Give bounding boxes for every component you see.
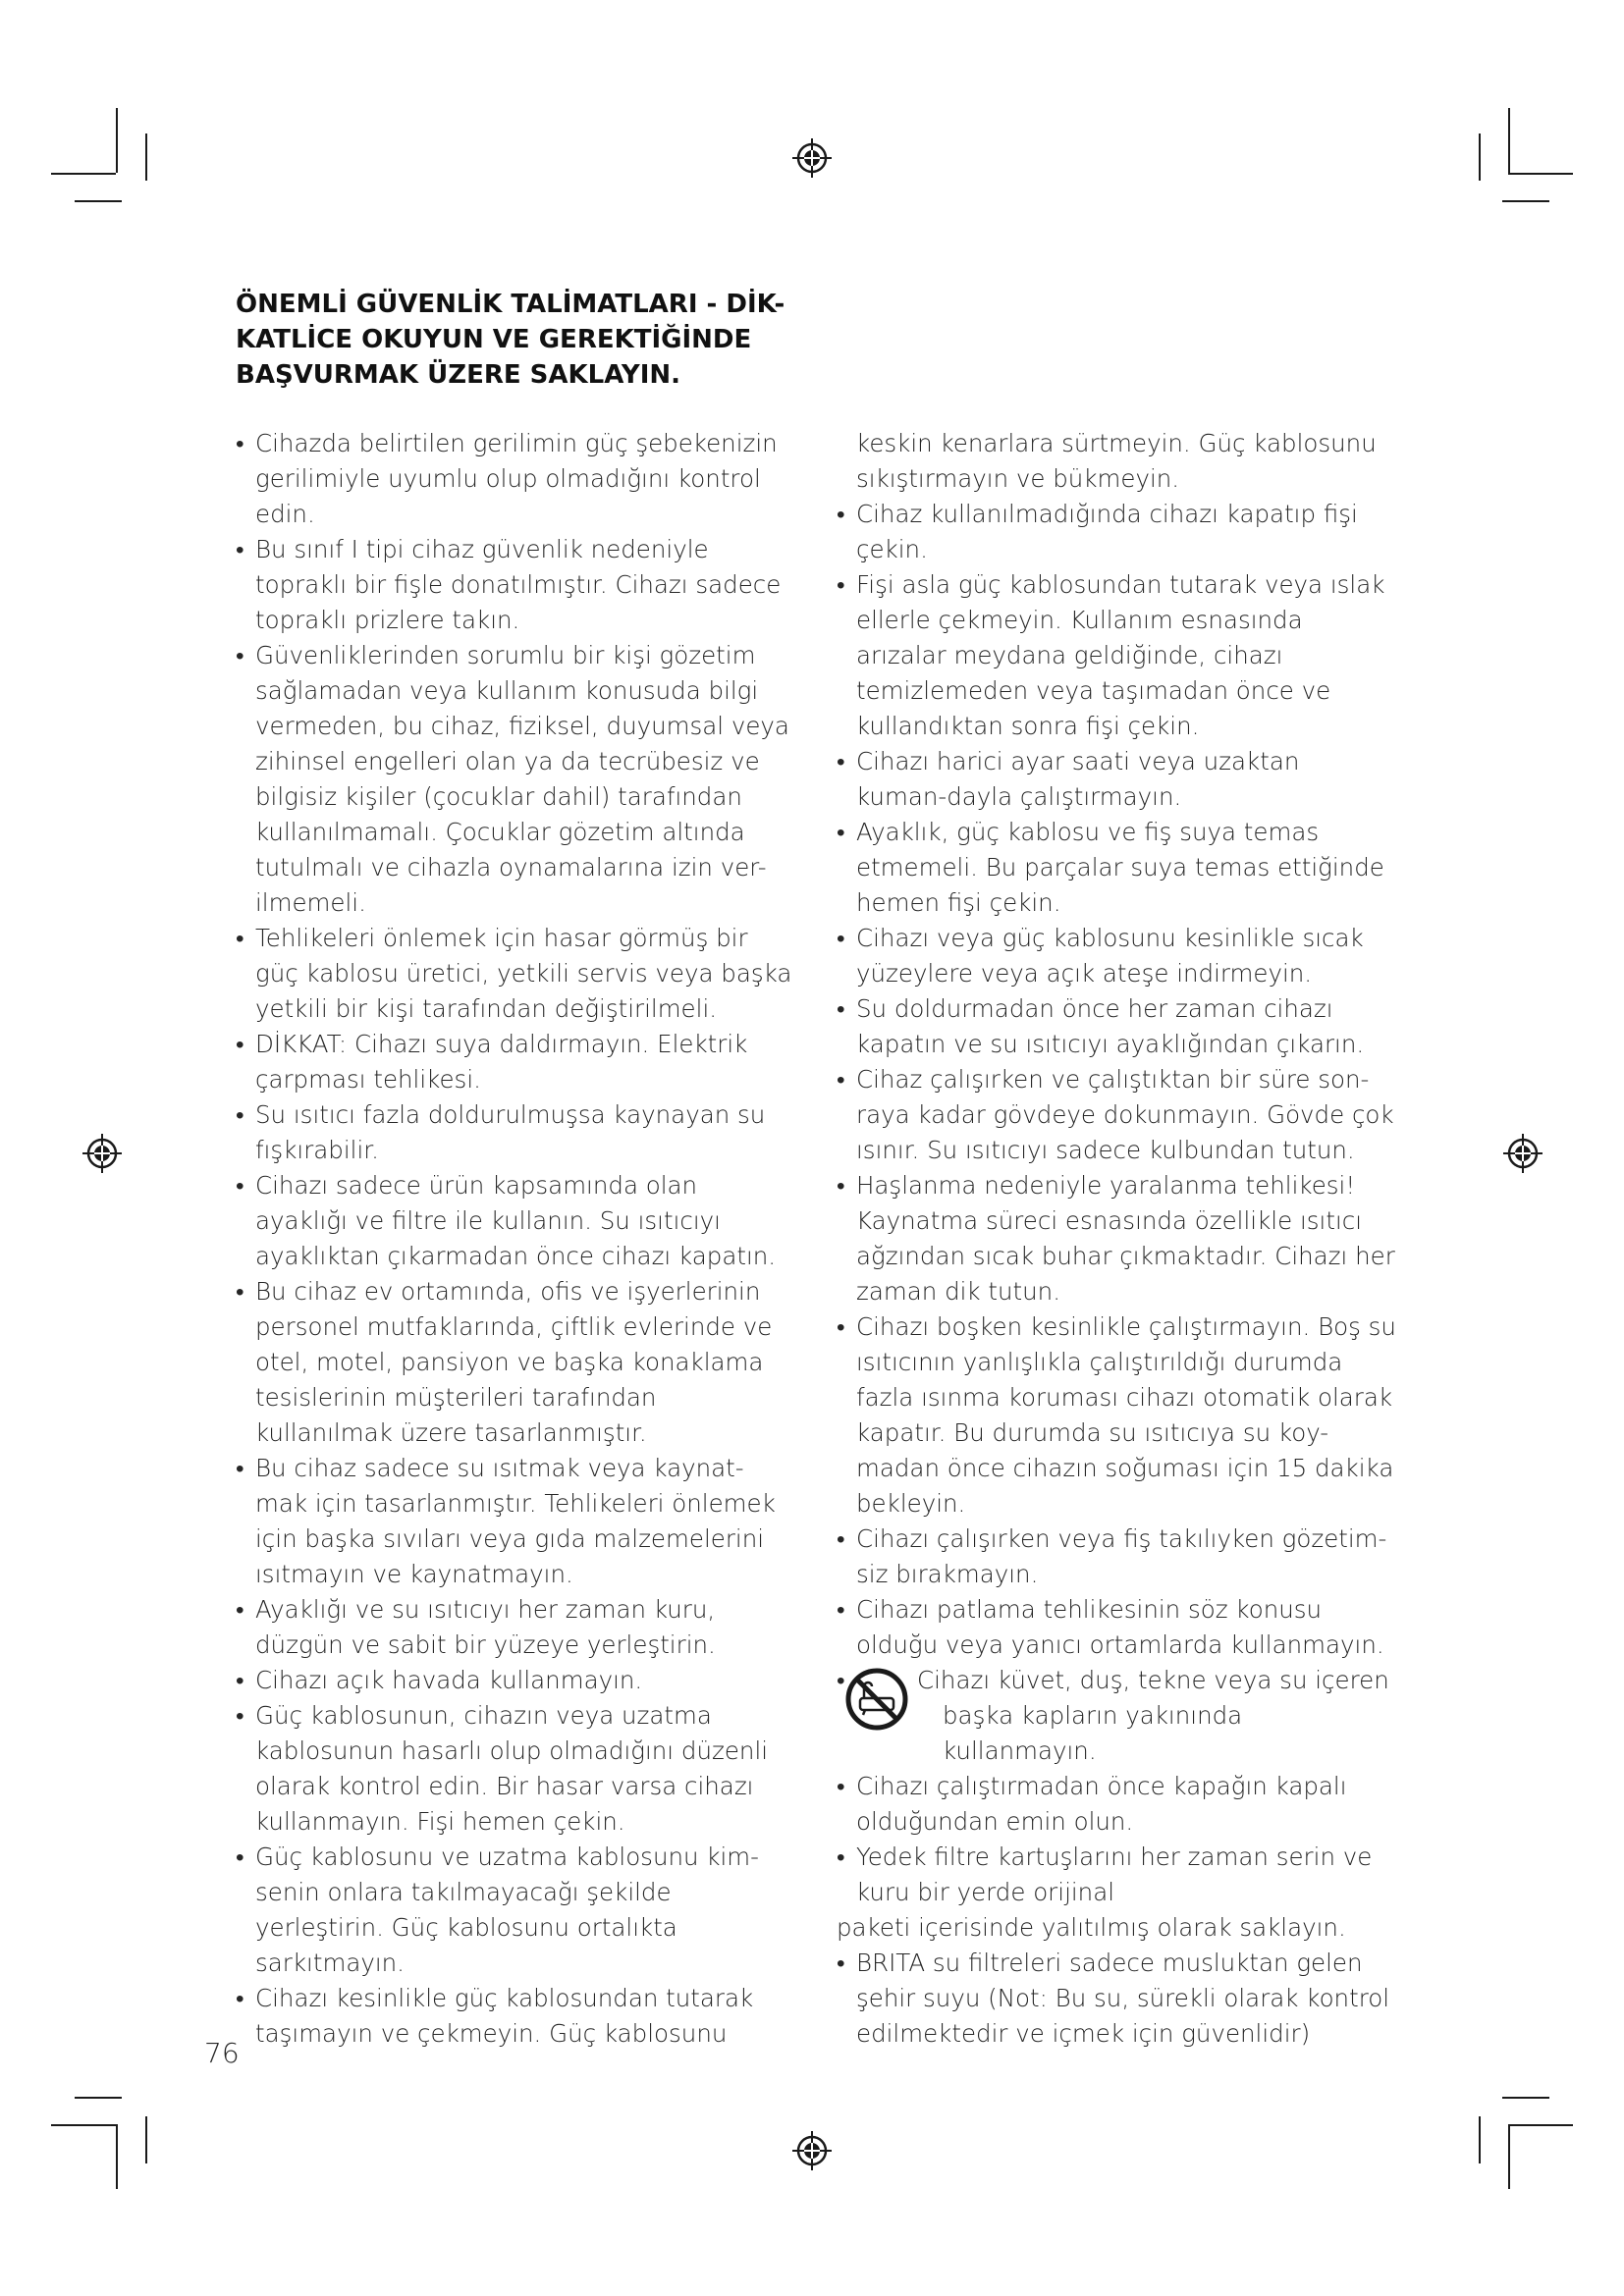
instruction-continuation: keskin kenarlara sürtmeyin. Güç kablosunu sıkıştırmayın ve bükmeyin. xyxy=(856,429,1377,493)
crop-mark xyxy=(51,173,116,175)
instruction-item: • Bu cihaz ev ortamında, ofis ve işyerlerinin personel mutfaklarında, çiftlik evlerinde ve otel, motel, pansiyon ve başka konaklama tesislerinin müşterileri tarafından kullanılmak üzere tasarlanmıştır. xyxy=(236,1274,795,1451)
instruction-item: • DİKKAT: Cihazı suya daldırmayın. Elektrik çarpması tehlikesi. xyxy=(236,1027,795,1097)
instruction-item: • Cihazı çalışırken veya fiş takılıyken gözetim-siz bırakmayın. xyxy=(837,1522,1396,1592)
instruction-item: • Su doldurmadan önce her zaman cihazı kapatın ve su ısıtıcıyı ayaklığından çıkarın. xyxy=(837,991,1396,1062)
page-number: 76 xyxy=(204,2037,240,2069)
instruction-item: • Cihazı veya güç kablosunu kesinlikle sıcak yüzeylere veya açık ateşe indirmeyin. xyxy=(837,921,1396,991)
safety-instructions-title xyxy=(236,287,785,393)
title-line: KATLİCE OKUYUN VE GEREKTİĞİNDE xyxy=(236,325,752,354)
crop-mark xyxy=(51,2124,116,2126)
crop-mark xyxy=(1502,2097,1549,2099)
instruction-item: • Cihazda belirtilen gerilimin güç şebekenizin gerilimiyle uyumlu olup olmadığını kontrol edin. xyxy=(236,426,795,532)
crop-mark xyxy=(1479,2116,1481,2163)
instruction-item-with-icon xyxy=(837,1663,1396,1769)
registration-mark-icon xyxy=(1503,1134,1543,1173)
crop-mark xyxy=(1508,2124,1573,2126)
right-column-instructions xyxy=(837,426,1396,2052)
instruction-item: • Cihazı harici ayar saati veya uzaktan kuman-dayla çalıştırmayın. xyxy=(837,744,1396,815)
instruction-item: • Su ısıtıcı fazla doldurulmuşsa kaynayan su fışkırabilir. xyxy=(236,1097,795,1168)
instruction-item: • Güç kablosunu ve uzatma kablosunu kim-senin onlara takılmayacağı şekilde yerleştirin. Güç kablosunu ortalıkta sarkıtmayın. xyxy=(236,1840,795,1981)
title-line: ÖNEMLİ GÜVENLİK TALİMATLARI - DİK- xyxy=(236,290,785,319)
instruction-item: • Yedek filtre kartuşlarını her zaman serin ve kuru bir yerde orijinal xyxy=(837,1840,1396,1910)
instruction-line: başka kapların yakınında kullanmayın. xyxy=(943,1701,1243,1765)
instruction-item: • Cihaz kullanılmadığında cihazı kapatıp fişi çekin. xyxy=(837,497,1396,567)
title-line: BAŞVURMAK ÜZERE SAKLAYIN. xyxy=(236,360,681,390)
instruction-item: • Cihazı çalıştırmadan önce kapağın kapalı olduğundan emin olun. xyxy=(837,1769,1396,1840)
instruction-item: • Cihazı boşken kesinlikle çalıştırmayın. Boş su ısıtıcının yanlışlıkla çalıştırıldığı durumda fazla ısınma koruması cihazı otomatik olarak kapatır. Bu durumda su ısıtıcıya su koy-madan önce cihazın soğuması için 15 dakika bekleyin. xyxy=(837,1309,1396,1522)
registration-mark-icon xyxy=(82,1134,122,1173)
instruction-item: • Cihazı kesinlikle güç kablosundan tutarak taşımayın ve çekmeyin. Güç kablosunu xyxy=(236,1981,795,2052)
instruction-item: • Haşlanma nedeniyle yaralanma tehlikesi! Kaynatma süreci esnasında özellikle ısıtıcı ağzından sıcak buhar çıkmaktadır. Cihazı her zaman dik tutun. xyxy=(837,1168,1396,1309)
instruction-item: • Cihazı sadece ürün kapsamında olan ayaklığı ve filtre ile kullanın. Su ısıtıcıyı ayaklıktan çıkarmadan önce cihazı kapatın. xyxy=(236,1168,795,1274)
instruction-item: • BRITA su filtreleri sadece musluktan gelen şehir suyu (Not: Bu su, sürekli olarak kontrol edilmektedir ve içmek için güvenlidir) xyxy=(837,1946,1396,2052)
instruction-item: • Bu cihaz sadece su ısıtmak veya kaynat-mak için tasarlanmıştır. Tehlikeleri önlemek için başka sıvıları veya gıda malzemelerini ısıtmayın ve kaynatmayın. xyxy=(236,1451,795,1592)
no-bath-warning-icon xyxy=(844,1667,909,1732)
instruction-item: • Ayaklık, güç kablosu ve fiş suya temas etmemeli. Bu parçalar suya temas ettiğinde hemen fişi çekin. xyxy=(837,815,1396,921)
instruction-item: • Güç kablosunun, cihazın veya uzatma kablosunun hasarlı olup olmadığını düzenli olarak kontrol edin. Bir hasar varsa cihazı kullanmayın. Fişi hemen çekin. xyxy=(236,1698,795,1840)
instruction-item: • Cihazı açık havada kullanmayın. xyxy=(236,1663,795,1698)
crop-mark xyxy=(1508,2124,1510,2189)
crop-mark xyxy=(1508,173,1573,175)
instruction-item: • Ayaklığı ve su ısıtıcıyı her zaman kuru, düzgün ve sabit bir yüzeye yerleştirin. xyxy=(236,1592,795,1663)
instruction-item: • Cihazı patlama tehlikesinin söz konusu olduğu veya yanıcı ortamlarda kullanmayın. xyxy=(837,1592,1396,1663)
instruction-line: • Cihazı küvet, duş, tekne veya su içeren xyxy=(917,1666,1389,1694)
left-column-instructions xyxy=(236,426,795,2052)
instruction-item: • Bu sınıf I tipi cihaz güvenlik nedeniyle topraklı bir fişle donatılmıştır. Cihazı sadece topraklı prizlere takın. xyxy=(236,532,795,638)
registration-mark-icon xyxy=(792,2131,832,2170)
crop-mark xyxy=(75,200,122,202)
instruction-item: • Cihaz çalışırken ve çalıştıktan bir süre son-raya kadar gövdeye dokunmayın. Gövde çok ısınır. Su ısıtıcıyı sadece kulbundan tutun. xyxy=(837,1062,1396,1168)
instruction-item: • Güvenliklerinden sorumlu bir kişi gözetim sağlamadan veya kullanım konusuda bilgi vermeden, bu cihaz, fiziksel, duyumsal veya zihinsel engelleri olan ya da tecrübesiz ve bilgisiz kişiler (çocuklar dahil) tarafından kullanılmamalı. Çocuklar gözetim altında tutulmalı ve cihazla oynamalarına izin ver-ilmemeli. xyxy=(236,638,795,921)
instruction-item: • Fişi asla güç kablosundan tutarak veya ıslak ellerle çekmeyin. Kullanım esnasında arızalar meydana geldiğinde, cihazı temizlemeden veya taşımadan önce ve kullandıktan sonra fişi çekin. xyxy=(837,567,1396,744)
crop-mark xyxy=(75,2097,122,2099)
instruction-item: • Tehlikeleri önlemek için hasar görmüş bir güç kablosu üretici, yetkili servis veya başka yetkili bir kişi tarafından değiştirilmeli. xyxy=(236,921,795,1027)
crop-mark xyxy=(145,2116,147,2163)
crop-mark xyxy=(116,108,118,173)
crop-mark xyxy=(1508,108,1510,173)
crop-mark xyxy=(116,2124,118,2189)
crop-mark xyxy=(1502,200,1549,202)
crop-mark xyxy=(1479,133,1481,181)
crop-mark xyxy=(145,133,147,181)
instruction-continuation: paketi içerisinde yalıtılmış olarak saklayın. xyxy=(837,1913,1346,1942)
registration-mark-icon xyxy=(792,138,832,178)
